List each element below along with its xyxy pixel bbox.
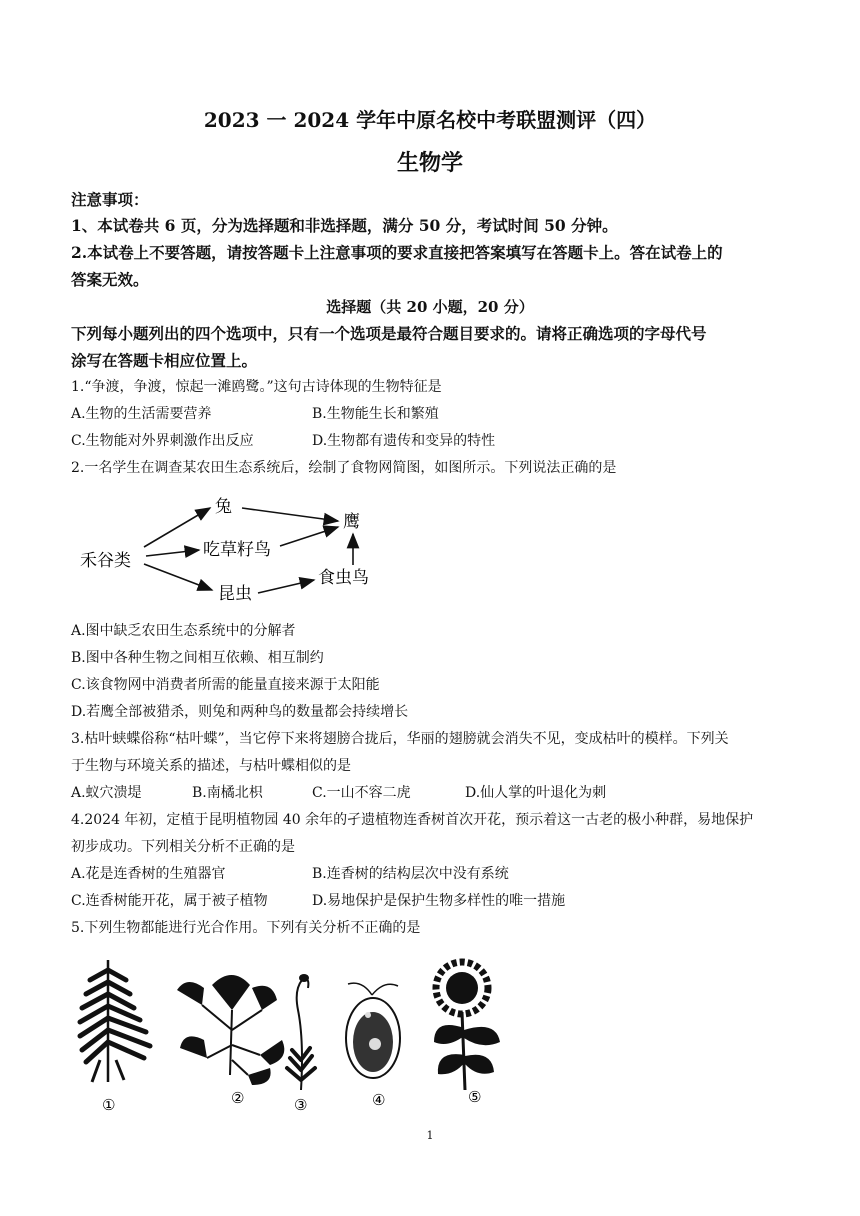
- question-3-stem-line-1: 3.枯叶蛱蝶俗称“枯叶蝶”，当它停下来将翅膀合拢后，华丽的翅膀就会消失不见，变成枯叶的模样。下列关: [71, 731, 729, 747]
- node-insect: 昆虫: [218, 584, 252, 604]
- question-4-stem-line-1: 4.2024 年初，定植于昆明植物园 40 余年的孑遗植物连香树首次开花，预示着这一古老的极小种群，易地保护: [71, 812, 754, 828]
- fern-icon: [80, 960, 150, 1082]
- arrow-grain-seedbird: [146, 550, 199, 556]
- node-rabbit: 兔: [215, 497, 232, 517]
- question-1-option-d: D.生物都有遗传和变异的特性: [312, 433, 496, 449]
- ginkgo-icon: [177, 975, 284, 1085]
- question-1-option-c: C.生物能对外界刺激作出反应: [71, 433, 254, 449]
- question-4-option-b: B.连香树的结构层次中没有系统: [312, 866, 509, 882]
- section-instruction-line-2: 涂写在答题卡相应位置上。: [71, 351, 258, 370]
- question-1-stem: 1.“争渡，争渡，惊起一滩鸥鹭。”这句古诗体现的生物特征是: [71, 379, 442, 395]
- question-3-option-c: C.一山不容二虎: [312, 785, 411, 801]
- arrow-grain-insect: [144, 564, 212, 590]
- plant-label-1: ①: [102, 1096, 116, 1114]
- question-4-option-c: C.连香树能开花，属于被子植物: [71, 893, 268, 909]
- question-4-option-d: D.易地保护是保护生物多样性的唯一措施: [312, 893, 566, 909]
- question-4-stem-line-2: 初步成功。下列相关分析不正确的是: [71, 839, 295, 855]
- question-3-option-d: D.仙人掌的叶退化为刺: [465, 785, 607, 801]
- node-grain: 禾谷类: [80, 551, 131, 571]
- question-5-stem: 5.下列生物都能进行光合作用。下列有关分析不正确的是: [71, 920, 421, 936]
- node-eagle: 鹰: [343, 512, 360, 532]
- question-2-option-a: A.图中缺乏农田生态系统中的分解者: [71, 623, 296, 639]
- question-2-option-b: B.图中各种生物之间相互依赖、相互制约: [71, 650, 324, 666]
- question-2-option-d: D.若鹰全部被猎杀，则兔和两种鸟的数量都会持续增长: [71, 704, 409, 720]
- page-number: 1: [426, 1129, 434, 1142]
- arrow-rabbit-eagle: [242, 508, 338, 521]
- plant-label-4: ④: [372, 1091, 386, 1109]
- question-2-stem: 2.一名学生在调查某农田生态系统后，绘制了食物网简图，如图所示。下列说法正确的是: [71, 460, 617, 476]
- arrow-seedbird-eagle: [280, 527, 338, 546]
- question-4-option-a: A.花是连香树的生殖器官: [71, 866, 226, 882]
- arrow-grain-rabbit: [144, 508, 210, 547]
- section-heading: 选择题（共 20 小题，20 分）: [326, 298, 534, 316]
- question-1-option-a: A.生物的生活需要营养: [71, 406, 212, 422]
- notice-heading: 注意事项：: [71, 190, 149, 209]
- question-3-option-a: A.蚁穴溃堤: [71, 785, 142, 801]
- subject-title: 生物学: [396, 150, 463, 176]
- plant-label-2: ②: [231, 1089, 245, 1107]
- food-web-diagram: [72, 490, 392, 612]
- sunflower-icon: [434, 962, 500, 1090]
- moss-icon: [287, 974, 315, 1090]
- question-2-option-c: C.该食物网中消费者所需的能量直接来源于太阳能: [71, 677, 380, 693]
- notice-item-2-line-1: 2.本试卷上不要答题，请按答题卡上注意事项的要求直接把答案填写在答题卡上。答在试卷上的: [71, 243, 723, 262]
- exam-title: 2023 一 2024 学年中原名校中考联盟测评（四）: [203, 108, 657, 132]
- notice-item-1: 1、本试卷共 6 页，分为选择题和非选择题，满分 50 分，考试时间 50 分钟。: [71, 216, 618, 235]
- question-3-option-b: B.南橘北枳: [192, 785, 263, 801]
- plants-figure: [72, 950, 522, 1115]
- plant-label-3: ③: [294, 1096, 308, 1114]
- question-1-option-b: B.生物能生长和繁殖: [312, 406, 439, 422]
- question-3-stem-line-2: 于生物与环境关系的描述，与枯叶蝶相似的是: [71, 758, 351, 774]
- chlamydomonas-icon: [346, 983, 400, 1078]
- arrow-insect-insectbird: [258, 580, 314, 593]
- node-insect-bird: 食虫鸟: [318, 568, 369, 588]
- section-instruction-line-1: 下列每小题列出的四个选项中，只有一个选项是最符合题目要求的。请将正确选项的字母代号: [71, 324, 707, 343]
- notice-item-2-line-2: 答案无效。: [71, 270, 149, 289]
- node-seed-bird: 吃草籽鸟: [203, 540, 271, 560]
- plant-label-5: ⑤: [468, 1088, 482, 1106]
